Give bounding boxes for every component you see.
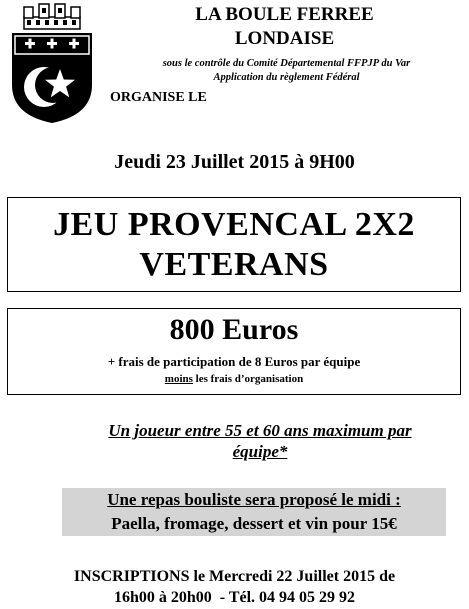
player-rule-line2: équipe* [232,442,288,461]
prize-amount: 800 Euros [169,313,299,346]
organisation-deduction [8,373,460,386]
mural-crown-icon [24,4,80,29]
game-type-box [7,197,461,292]
organise-label: ORGANISE LE [110,90,207,105]
club-name-line2: LONDAISE [234,28,335,49]
phone-number: Tél. 04 94 05 29 92 [228,589,356,606]
club-name-line1: LA BOULE FERREE [195,4,374,25]
game-category: VETERANS [139,246,329,283]
player-rule-line1: Un joueur entre 55 et 60 ans maximum par [108,421,412,440]
prize-box [7,308,461,395]
event-date: Jeudi 23 Juillet 2015 à 9H00 [114,151,355,173]
deduction-text: les frais d’organisation [192,373,304,385]
inscriptions-hours: 16h00 à 20h00 [113,589,212,606]
coat-of-arms-icon [6,3,98,125]
inscriptions-date: INSCRIPTIONS le Mercredi 22 Juillet 2015 de [73,568,396,585]
meal-menu: Paella, fromage, dessert et vin pour 15€ [62,512,446,536]
deduction-word: moins [164,373,193,385]
participation-fee: + frais de participation de 8 Euros par équipe [107,354,361,369]
control-statement: sous le contrôle du Comité Départemental FFPJP du Var [162,58,411,69]
inscriptions-separator: - [211,589,229,606]
game-type-title: JEU PROVENCAL 2X2 [53,206,415,243]
player-age-rule [60,420,460,462]
rules-statement: Application du règlement Fédéral [213,72,360,83]
meal-announcement: Une repas bouliste sera proposé le midi : [62,488,446,512]
inscriptions-contact [0,588,469,608]
